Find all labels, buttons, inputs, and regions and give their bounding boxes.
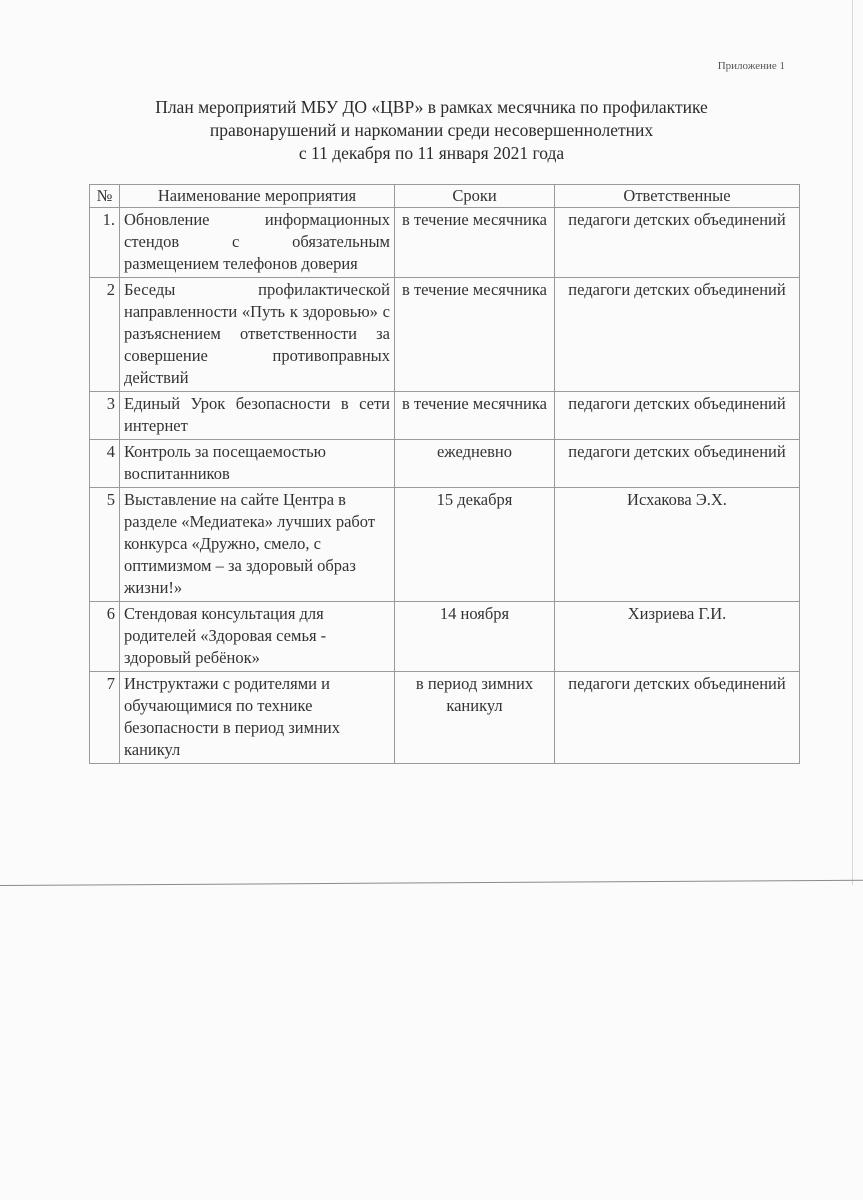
event-dates: 15 декабря xyxy=(395,488,555,602)
table-row xyxy=(90,208,800,278)
table-row xyxy=(90,602,800,672)
header-event-name: Наименование мероприятия xyxy=(120,185,395,208)
event-responsible: педагоги детских объединений xyxy=(555,208,800,278)
row-number: 6 xyxy=(90,602,120,672)
event-dates: в течение месячника xyxy=(395,278,555,392)
table-row xyxy=(90,278,800,392)
title-line-2: правонарушений и наркомании среди несовершеннолетних xyxy=(209,120,654,140)
title-line-1: План мероприятий МБУ ДО «ЦВР» в рамках месячника по профилактике xyxy=(155,97,708,117)
table-row xyxy=(90,672,800,764)
events-table xyxy=(89,184,800,764)
event-dates: ежедневно xyxy=(395,440,555,488)
event-name: Выставление на сайте Центра в разделе «Медиатека» лучших работ конкурса «Дружно, смело, с оптимизмом – за здоровый образ жизни!» xyxy=(120,488,395,602)
scan-edge-bottom xyxy=(0,880,863,886)
event-name: Стендовая консультация для родителей «Здоровая семья - здоровый ребёнок» xyxy=(120,602,395,672)
scan-edge-right xyxy=(852,0,853,885)
table-row xyxy=(90,440,800,488)
event-name: Единый Урок безопасности в сети интернет xyxy=(120,392,395,440)
event-dates: в течение месячника xyxy=(395,392,555,440)
event-name: Беседы профилактической направленности «Путь к здоровью» с разъяснением ответственности за совершение противоправных действий xyxy=(120,278,395,392)
event-name: Инструктажи с родителями и обучающимися по технике безопасности в период зимних каникул xyxy=(120,672,395,764)
event-responsible: Хизриева Г.И. xyxy=(555,602,800,672)
event-responsible: Исхакова Э.Х. xyxy=(555,488,800,602)
row-number: 1. xyxy=(90,208,120,278)
event-responsible: педагоги детских объединений xyxy=(555,278,800,392)
document-title xyxy=(0,96,863,165)
event-responsible: педагоги детских объединений xyxy=(555,440,800,488)
event-dates: 14 ноября xyxy=(395,602,555,672)
event-name: Контроль за посещаемостью воспитанников xyxy=(120,440,395,488)
event-name: Обновление информационных стендов с обязательным размещением телефонов доверия xyxy=(120,208,395,278)
row-number: 3 xyxy=(90,392,120,440)
header-dates: Сроки xyxy=(395,185,555,208)
event-dates: в течение месячника xyxy=(395,208,555,278)
row-number: 4 xyxy=(90,440,120,488)
title-line-3: с 11 декабря по 11 января 2021 года xyxy=(298,143,565,163)
header-number: № xyxy=(90,185,120,208)
row-number: 2 xyxy=(90,278,120,392)
table-row xyxy=(90,488,800,602)
header-responsible: Ответственные xyxy=(555,185,800,208)
row-number: 7 xyxy=(90,672,120,764)
table-header-row xyxy=(90,185,800,208)
row-number: 5 xyxy=(90,488,120,602)
appendix-label: Приложение 1 xyxy=(717,60,785,72)
event-responsible: педагоги детских объединений xyxy=(555,672,800,764)
event-responsible: педагоги детских объединений xyxy=(555,392,800,440)
table-row xyxy=(90,392,800,440)
event-dates: в период зимних каникул xyxy=(395,672,555,764)
